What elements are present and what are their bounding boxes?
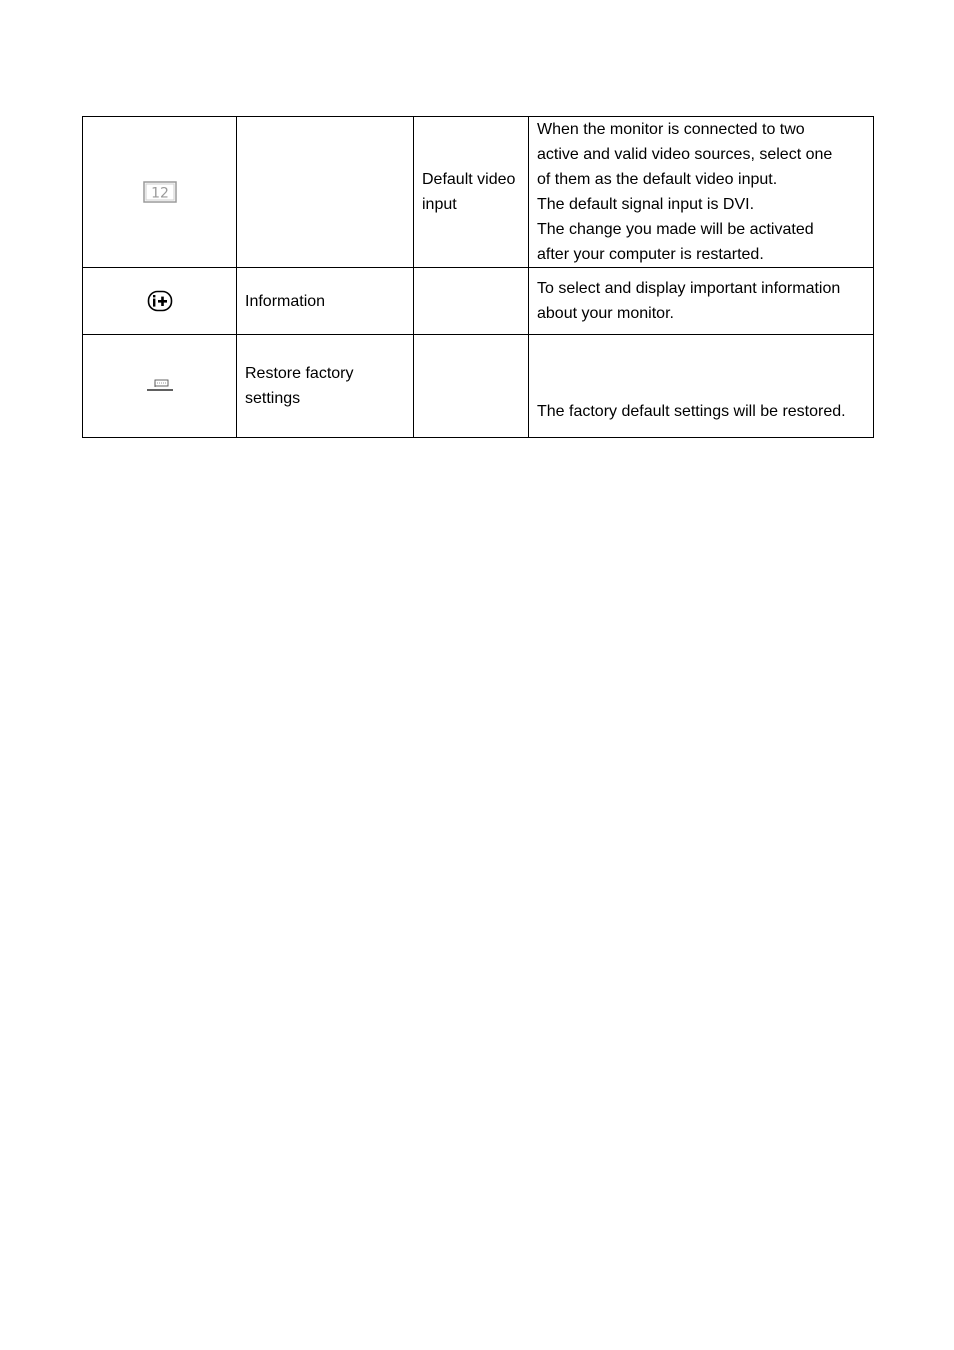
table-row xyxy=(83,117,874,268)
subitem-cell: Default video input xyxy=(414,117,529,268)
description-line: active and valid video sources, select one xyxy=(537,146,833,163)
description-line: about your monitor. xyxy=(537,305,674,322)
description-cell xyxy=(529,268,874,335)
table-row xyxy=(83,268,874,335)
information-icon xyxy=(147,290,173,312)
osd-settings-table xyxy=(82,116,874,438)
description-cell xyxy=(529,335,874,438)
description-line: The factory default settings will be restored. xyxy=(537,403,846,420)
item-cell: Restore factory settings xyxy=(237,335,414,438)
icon-cell xyxy=(83,268,237,335)
icon-cell xyxy=(83,117,237,268)
description-line: To select and display important information xyxy=(537,280,841,297)
description-line: The default signal input is DVI. xyxy=(537,196,755,213)
icon-cell xyxy=(83,335,237,438)
item-cell: Information xyxy=(237,268,414,335)
description-line: The change you made will be activated xyxy=(537,221,814,238)
description-cell xyxy=(529,117,874,268)
description-line: When the monitor is connected to two xyxy=(537,121,805,138)
table-row xyxy=(83,335,874,438)
subitem-cell xyxy=(414,268,529,335)
subitem-cell xyxy=(414,335,529,438)
factory-reset-icon xyxy=(146,378,174,394)
svg-text:12: 12 xyxy=(150,185,169,202)
input-select-icon xyxy=(143,181,177,203)
item-cell xyxy=(237,117,414,268)
description-line: after your computer is restarted. xyxy=(537,246,764,263)
description-line: of them as the default video input. xyxy=(537,171,778,188)
